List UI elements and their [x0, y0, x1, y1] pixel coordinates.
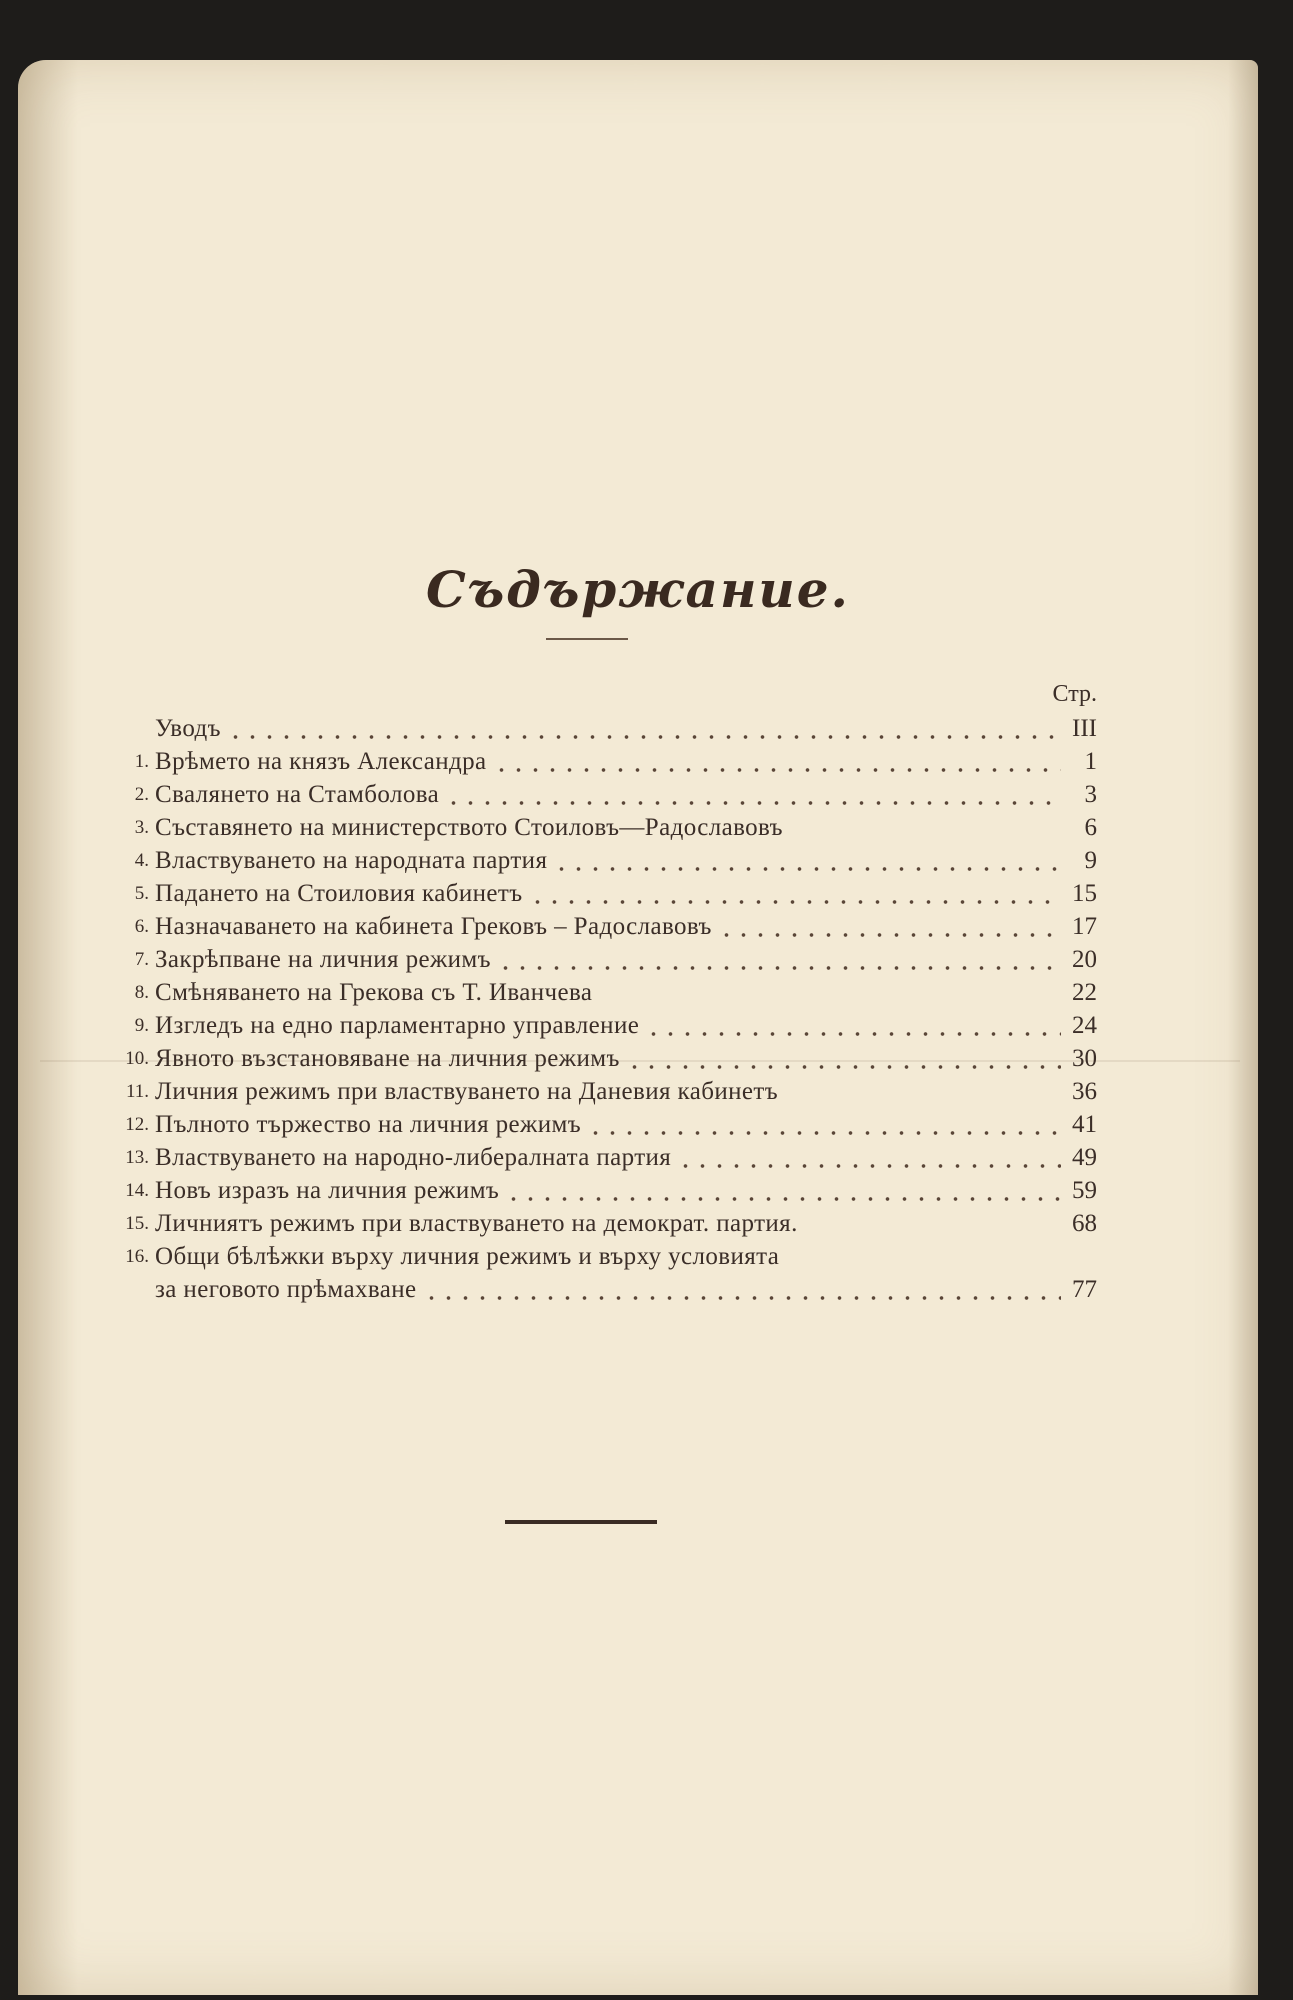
entry-number: 3. — [134, 817, 149, 838]
toc-entry-12 — [115, 1108, 1097, 1141]
toc-entry-5 — [115, 877, 1097, 910]
entry-title: Смѣняването на Грекова съ Т. Иванчева — [155, 979, 593, 1006]
dot-leader — [529, 877, 1061, 910]
entry-title: Личния режимъ при властвуването на Даневия кабинетъ — [155, 1078, 779, 1105]
entry-title: Свалянето на Стамболова — [155, 781, 440, 808]
entry-title: Закрѣпване на личния режимъ — [155, 946, 491, 973]
entry-title: Пълното тържество на личния режимъ — [155, 1111, 582, 1138]
toc-entry-13 — [115, 1141, 1097, 1174]
entry-number: 16. — [125, 1246, 149, 1267]
entry-number: 15. — [125, 1213, 149, 1234]
dot-leader — [553, 844, 1061, 877]
toc-entry-intro — [115, 712, 1097, 745]
dot-leader — [718, 910, 1061, 943]
entry-page: 1 — [1084, 748, 1097, 775]
entry-title: Падането на Стоиловия кабинетъ — [155, 880, 523, 907]
entry-number: 8. — [134, 982, 149, 1003]
entry-page: 9 — [1084, 847, 1097, 874]
title-divider — [546, 638, 628, 640]
entry-number: 13. — [125, 1147, 149, 1168]
dot-leader — [677, 1141, 1061, 1174]
entry-number: 12. — [125, 1114, 149, 1135]
entry-title: Врѣмето на князъ Александра — [155, 748, 487, 775]
entry-page: 20 — [1072, 946, 1097, 973]
entry-title: Явното възстановяване на личния режимъ — [155, 1045, 620, 1072]
entry-title: за неговото прѣмахване — [155, 1276, 417, 1303]
page-title: Съдържание. — [426, 560, 850, 619]
dot-leader — [423, 1273, 1061, 1306]
toc-entry-14 — [115, 1174, 1097, 1207]
entry-number: 4. — [134, 850, 149, 871]
entry-number: 1. — [134, 751, 149, 772]
toc-entry-4 — [115, 844, 1097, 877]
entry-page: 22 — [1072, 979, 1097, 1006]
entry-title: Изгледъ на едно парламентарно управление — [155, 1012, 640, 1039]
entry-title: Назначаването на кабинета Грековъ – Радославовъ — [155, 913, 712, 940]
dot-leader — [493, 745, 1061, 778]
entry-page: 24 — [1072, 1012, 1097, 1039]
entry-title: Съставянето на министерството Стоиловъ—Радославовъ — [155, 814, 783, 841]
toc-entry-7 — [115, 943, 1097, 976]
toc-entry-6 — [115, 910, 1097, 943]
toc-entry-2 — [115, 778, 1097, 811]
end-rule — [505, 1520, 657, 1524]
entry-number: 5. — [134, 883, 149, 904]
entry-number: 14. — [125, 1180, 149, 1201]
dot-leader — [445, 778, 1061, 811]
entry-number: 7. — [134, 949, 149, 970]
entry-page: 6 — [1084, 814, 1097, 841]
toc-entry-11 — [115, 1075, 1097, 1108]
entry-page: 41 — [1072, 1111, 1097, 1138]
entry-title: Властвуването на народната партия — [155, 847, 548, 874]
entry-page: 15 — [1072, 880, 1097, 907]
dot-leader — [645, 1009, 1061, 1042]
toc-entry-10 — [115, 1042, 1097, 1075]
entry-page: 30 — [1072, 1045, 1097, 1072]
toc-entry-3 — [115, 811, 1097, 844]
entry-page: 49 — [1072, 1144, 1097, 1171]
book-page — [18, 60, 1258, 1995]
entry-page: 17 — [1072, 913, 1097, 940]
entry-page: 3 — [1084, 781, 1097, 808]
entry-title: Властвуването на народно-либералната партия — [155, 1144, 672, 1171]
page-column-header: Стр. — [1052, 681, 1097, 707]
toc-entry-16 — [115, 1240, 1097, 1273]
dot-leader — [587, 1108, 1061, 1141]
entry-title: Общи бѣлѣжки върху личния режимъ и върху условията — [155, 1243, 780, 1270]
entry-title: Новъ изразъ на личния режимъ — [155, 1177, 500, 1204]
entry-page: 59 — [1072, 1177, 1097, 1204]
entry-page: 68 — [1072, 1210, 1097, 1237]
entry-number: 10. — [125, 1048, 149, 1069]
entry-page: 36 — [1072, 1078, 1097, 1105]
entry-number: 6. — [134, 916, 149, 937]
toc-entry-15 — [115, 1207, 1097, 1240]
dot-leader — [497, 943, 1061, 976]
entry-title: Личниятъ режимъ при властвуването на демократ. партия. — [155, 1210, 798, 1237]
entry-number: 2. — [134, 784, 149, 805]
entry-page: 77 — [1072, 1276, 1097, 1303]
table-of-contents — [115, 676, 1097, 1306]
entry-page: III — [1072, 715, 1097, 742]
toc-entry-8 — [115, 976, 1097, 1009]
entry-number: 11. — [125, 1081, 149, 1102]
dot-leader — [626, 1042, 1061, 1075]
dot-leader — [505, 1174, 1061, 1207]
entry-number: 9. — [134, 1015, 149, 1036]
dot-leader — [227, 712, 1061, 745]
entry-title: Уводъ — [155, 715, 221, 742]
toc-entry-1 — [115, 745, 1097, 778]
toc-entry-16-continued — [115, 1273, 1097, 1306]
toc-entry-9 — [115, 1009, 1097, 1042]
